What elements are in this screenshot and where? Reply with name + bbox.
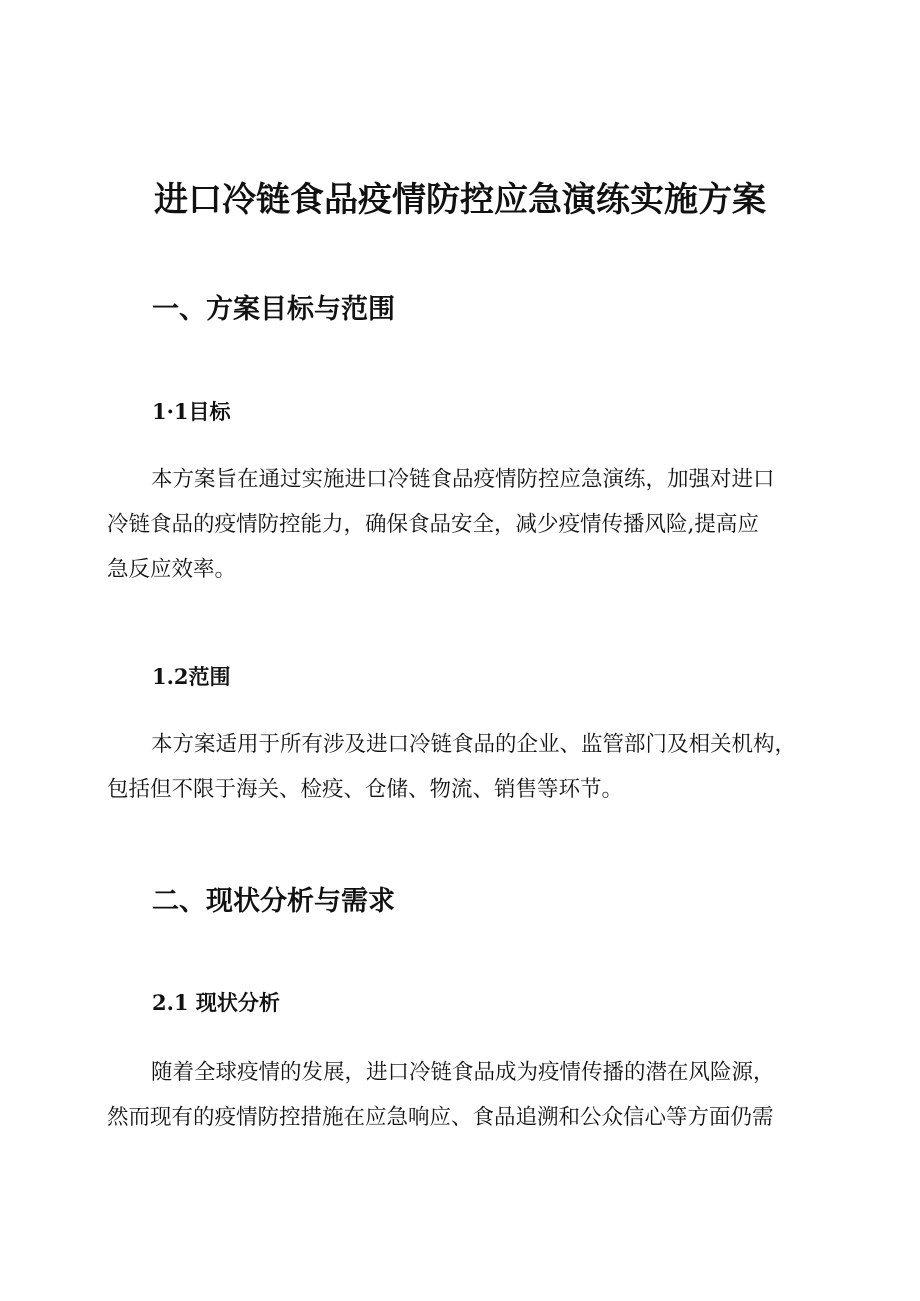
subsection-heading-1-1: 1·1目标 — [152, 399, 231, 424]
paragraph-1-2 — [107, 722, 823, 812]
paragraph-line: 急反应效率。 — [107, 557, 237, 582]
paragraph-line: 然而现有的疫情防控措施在应急响应、食品追溯和公众信心等方面仍需 — [107, 1105, 774, 1130]
subsection-heading-2-1: 2.1 现状分析 — [152, 990, 280, 1015]
paragraph-line: 冷链食品的疫情防控能力，确保食品安全，减少疫情传播风险,提高应 — [107, 512, 759, 537]
section-heading-2: 二、现状分析与需求 — [152, 886, 395, 917]
paragraph-line: 包括但不限于海关、检疫、仓储、物流、销售等环节。 — [107, 777, 624, 802]
paragraph-line: 本方案旨在通过实施进口冷链食品疫情防控应急演练，加强对进口 — [151, 467, 775, 492]
paragraph-2-1 — [107, 1050, 823, 1140]
paragraph-line: 随着全球疫情的发展，进口冷链食品成为疫情传播的潜在风险源， — [151, 1060, 775, 1085]
subsection-heading-1-2: 1.2范围 — [152, 664, 231, 689]
paragraph-1-1 — [107, 457, 823, 592]
paragraph-line: 本方案适用于所有涉及进口冷链食品的企业、监管部门及相关机构， — [151, 732, 797, 757]
section-heading-1: 一、方案目标与范围 — [152, 294, 395, 325]
document-title: 进口冷链食品疫情防控应急演练实施方案 — [154, 180, 766, 220]
